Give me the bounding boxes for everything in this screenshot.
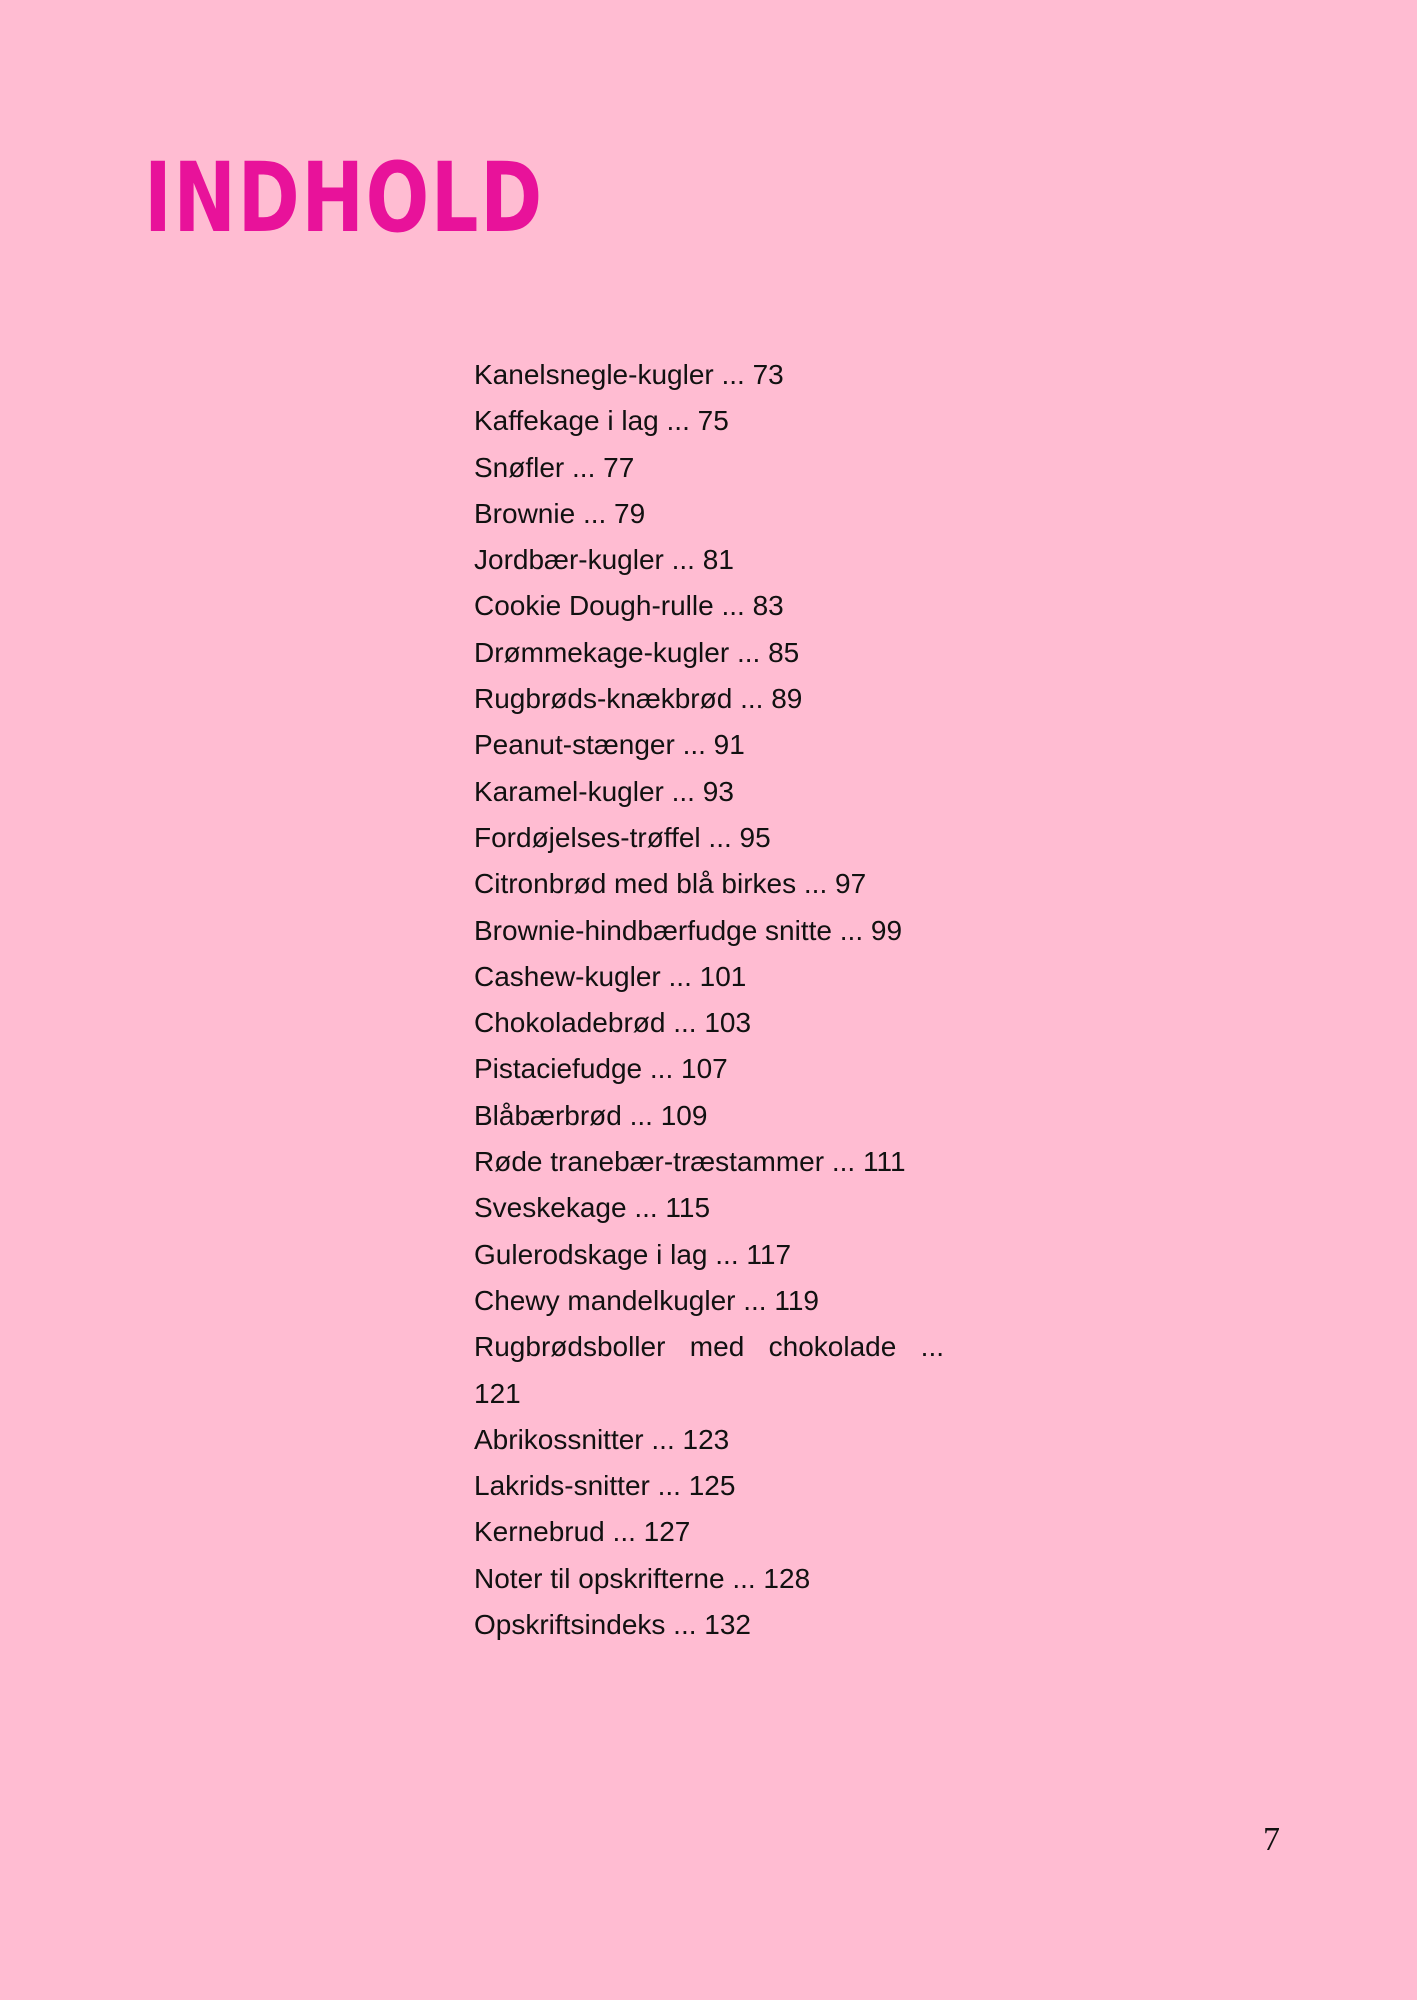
toc-entry: Snøfler ... 77 xyxy=(474,451,635,483)
toc-entry: Lakrids-snitter ... 125 xyxy=(474,1470,736,1502)
toc-entry: Opskriftsindeks ... 132 xyxy=(474,1609,752,1641)
toc-entry: Fordøjelses-trøffel ... 95 xyxy=(474,821,771,853)
toc-entry: Gulerodskage i lag ... 117 xyxy=(474,1238,792,1270)
toc-entry: Blåbærbrød ... 109 xyxy=(474,1099,708,1131)
toc-entry: Cashew-kugler ... 101 xyxy=(474,960,747,992)
toc-entry: Peanut-stænger ... 91 xyxy=(474,729,745,761)
toc-entry: Røde tranebær-træstammer ... 111 xyxy=(474,1146,906,1178)
toc-entry: Kanelsnegle-kugler ... 73 xyxy=(474,359,784,390)
page-title: INDHOLD xyxy=(144,142,544,254)
toc-entry: Noter til opskrifterne ... 128 xyxy=(474,1562,811,1594)
toc-entry: Sveskekage ... 115 xyxy=(474,1192,711,1224)
toc-entry: Cookie Dough-rulle ... 83 xyxy=(474,590,784,622)
toc-entry: Abrikossnitter ... 123 xyxy=(474,1423,730,1455)
table-of-contents xyxy=(474,352,944,1648)
toc-entry: Pistaciefudge ... 107 xyxy=(474,1053,728,1085)
toc-entry: Drømmekage-kugler ... 85 xyxy=(474,636,800,668)
toc-entry: Rugbrødsboller med chokolade ... 121 xyxy=(474,1331,944,1409)
toc-entry: Karamel-kugler ... 93 xyxy=(474,775,734,807)
toc-entry: Kernebrud ... 127 xyxy=(474,1516,691,1548)
toc-entry: Chewy mandelkugler ... 119 xyxy=(474,1284,819,1316)
toc-entry: Citronbrød med blå birkes ... 97 xyxy=(474,868,867,900)
toc-entry: Rugbrøds-knækbrød ... 89 xyxy=(474,683,803,715)
toc-entry: Brownie-hindbærfudge snitte ... 99 xyxy=(474,914,903,946)
toc-entry: Brownie ... 79 xyxy=(474,497,646,529)
toc-entry: Kaffekage i lag ... 75 xyxy=(474,405,729,437)
page-number: 7 xyxy=(1263,1821,1280,1858)
toc-entry: Chokoladebrød ... 103 xyxy=(474,1007,752,1039)
toc-entry: Jordbær-kugler ... 81 xyxy=(474,544,734,576)
